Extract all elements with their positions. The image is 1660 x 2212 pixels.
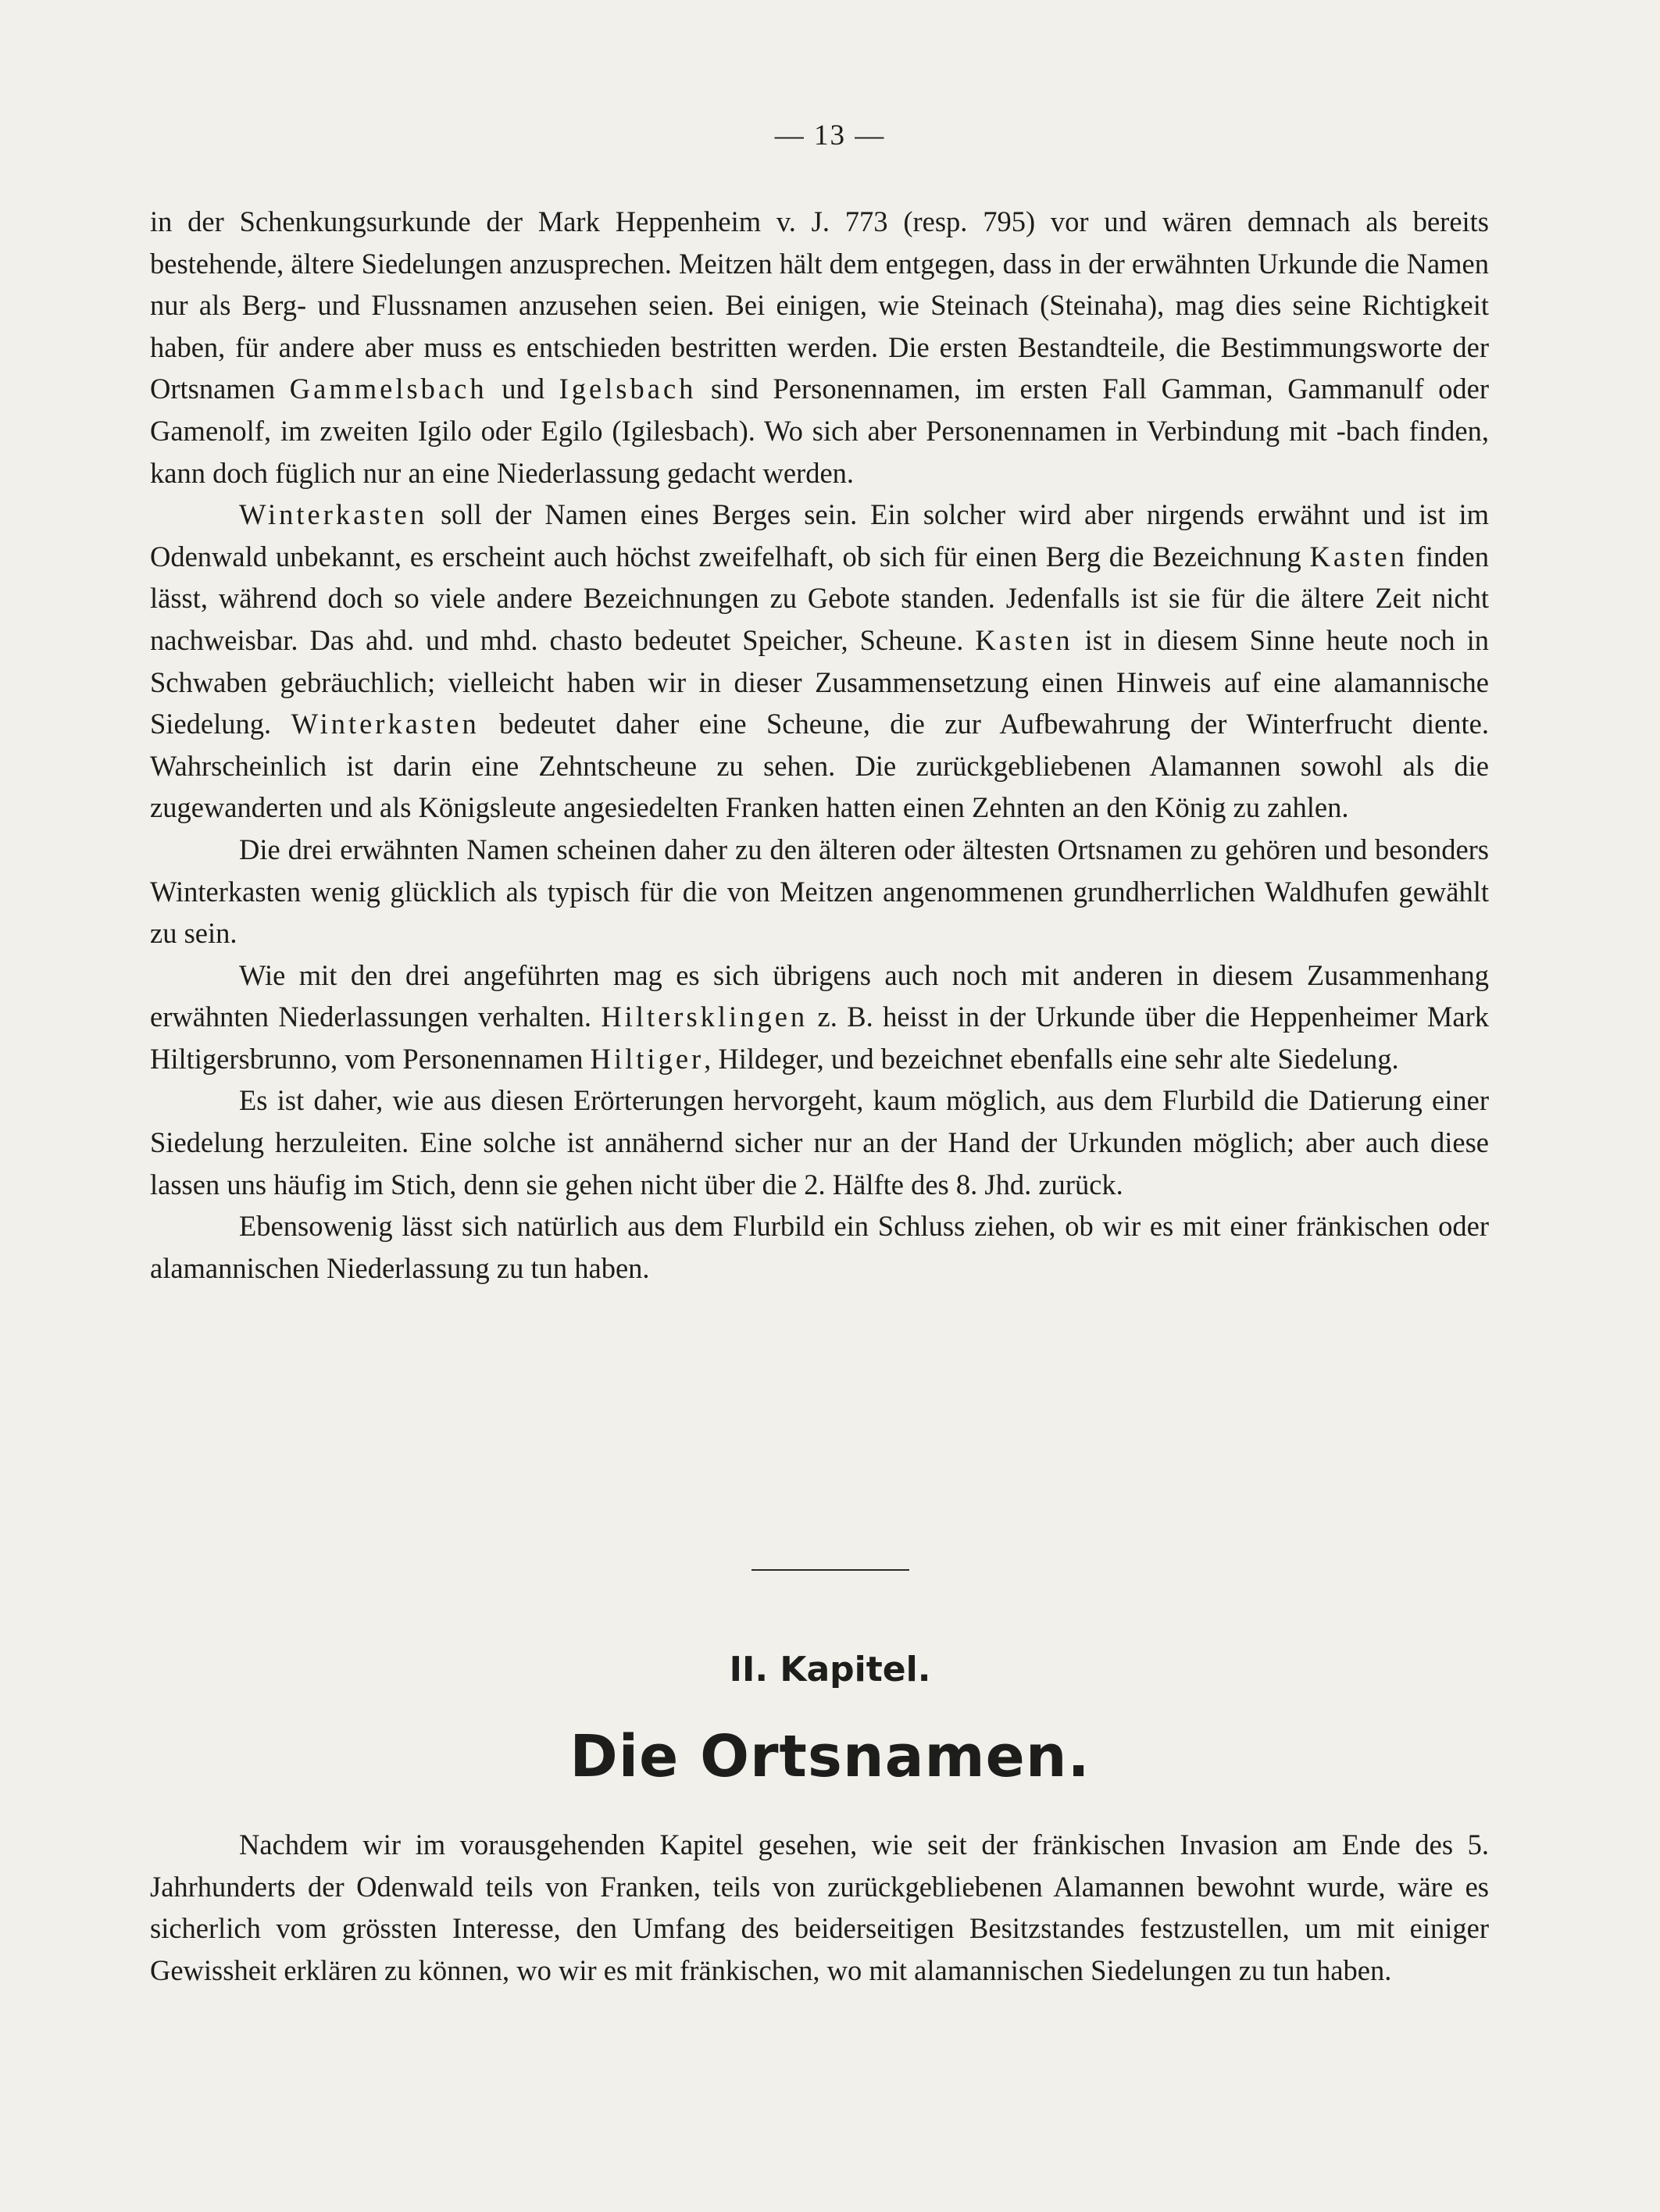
main-text — [150, 201, 1489, 1289]
paragraph — [150, 1079, 1489, 1205]
text-run: ist in diesem Sinne heute noch in Schwaben gebräuchlich; vielleicht haben wir in dieser Zusammensetzung einen Hinweis auf eine alamannische Siedelung. — [150, 623, 1489, 740]
text-run: Die drei erwähnten Namen scheinen daher zu den älteren oder ältesten Ortsnamen zu gehören und besonders Winterkasten wenig glücklich als typisch für die von Meitzen angenommenen grundherrlichen Waldhufen gewählt zu sein. — [150, 833, 1489, 950]
paragraph — [150, 494, 1489, 829]
chapter-text — [150, 1824, 1489, 1991]
text-run: soll der Namen eines Berges sein. Ein solcher wird aber nirgends erwähnt und ist im Odenwald unbekannt, es erscheint auch höchst zweifelhaft, ob sich für einen Berg die Bezeichnung — [150, 498, 1489, 573]
paragraph — [150, 954, 1489, 1080]
spaced-name: Hiltiger — [590, 1042, 705, 1075]
spaced-name: Winterkasten — [291, 708, 480, 740]
chapter-title: Die Ortsnamen. — [569, 1723, 1091, 1790]
text-run: und — [487, 373, 559, 405]
text-run: sind Personennamen, im ersten Fall Gamman, Gammanulf oder Gamenolf, im zweiten Igilo oder Egilo (Igilesbach). Wo sich aber Personennamen in Verbindung mit -bach finden, kann doch füglich nur an eine Niederlassung gedacht werden. — [150, 373, 1489, 489]
paragraph — [150, 829, 1489, 954]
text-run: bedeutet daher eine Scheune, die zur Aufbewahrung der Winterfrucht diente. Wahrscheinlich ist darin eine Zehntscheune zu sehen. Die zurückgebliebenen Alamannen sowohl als die zugewanderten und als Königsleute angesiedelten Franken hatten einen Zehnten an den König zu zahlen. — [150, 708, 1489, 824]
page-number: — 13 — — [774, 120, 886, 152]
chapter-number: II. Kapitel. — [729, 1650, 931, 1689]
paragraph — [150, 201, 1489, 494]
text-run: Nachdem wir im vorausgehenden Kapitel gesehen, wie seit der fränkischen Invasion am Ende des 5. Jahrhunderts der Odenwald teils von Franken, teils von zurückgebliebenen Alamannen bewohnt wurde, wäre es sicherlich vom grössten Interesse, den Umfang des beiderseitigen Besitzstandes festzustellen, um mit einiger Gewissheit erklären zu können, wo wir es mit fränkischen, wo mit alamannischen Siedelungen zu tun haben. — [150, 1828, 1489, 1986]
text-run: , Hildeger, und bezeichnet ebenfalls eine sehr alte Siedelung. — [704, 1042, 1399, 1075]
text-run: finden lässt, während doch so viele andere Bezeichnungen zu Gebote standen. Jedenfalls ist sie für die ältere Zeit nicht nachweisbar. Das ahd. und mhd. chasto bedeutet Speicher, Scheune. — [150, 540, 1490, 656]
spaced-name: Kasten — [1309, 540, 1408, 573]
text-run: in der Schenkungsurkunde der Mark Heppenheim v. J. 773 (resp. 795) vor und wären demnach als bereits bestehende, ältere Siedelungen anzusprechen. Meitzen hält dem entgegen, dass in der erwähnten Urkunde die Namen nur als Berg- und Flussnamen anzusehen seien. Bei einigen, wie Steinach (Steinaha), mag dies seine Richtigkeit haben, für andere aber muss es entschieden bestritten werden. Die ersten Bestandteile, die Bestimmungsworte der Ortsnamen — [150, 205, 1489, 405]
paragraph — [150, 1205, 1489, 1289]
spaced-name: Winterkasten — [239, 498, 428, 531]
spaced-name: Gammelsbach — [289, 373, 487, 405]
section-divider — [751, 1569, 909, 1571]
spaced-name: Kasten — [975, 623, 1073, 656]
spaced-name: Igelsbach — [559, 373, 697, 405]
text-run: Ebensowenig lässt sich natürlich aus dem Flurbild ein Schluss ziehen, ob wir es mit einer fränkischen oder alamannischen Niederlassung zu tun haben. — [150, 1210, 1489, 1284]
text-run: z. B. heisst in der Urkunde über die Heppenheimer Mark Hiltigersbrunno, vom Personennamen — [150, 1001, 1489, 1075]
paragraph — [150, 1824, 1489, 1991]
text-run: Es ist daher, wie aus diesen Erörterungen hervorgeht, kaum möglich, aus dem Flurbild die Datierung einer Siedelung herzuleiten. Eine solche ist annähernd sicher nur an der Hand der Urkunden möglich; aber auch diese lassen uns häufig im Stich, denn sie gehen nicht über die 2. Hälfte des 8. Jhd. zurück. — [150, 1084, 1489, 1201]
spaced-name: Hiltersklingen — [601, 1001, 809, 1033]
text-run: Wie mit den drei angeführten mag es sich übrigens auch noch mit anderen in diesem Zusammenhang erwähnten Niederlassungen verhalten. — [150, 958, 1489, 1033]
